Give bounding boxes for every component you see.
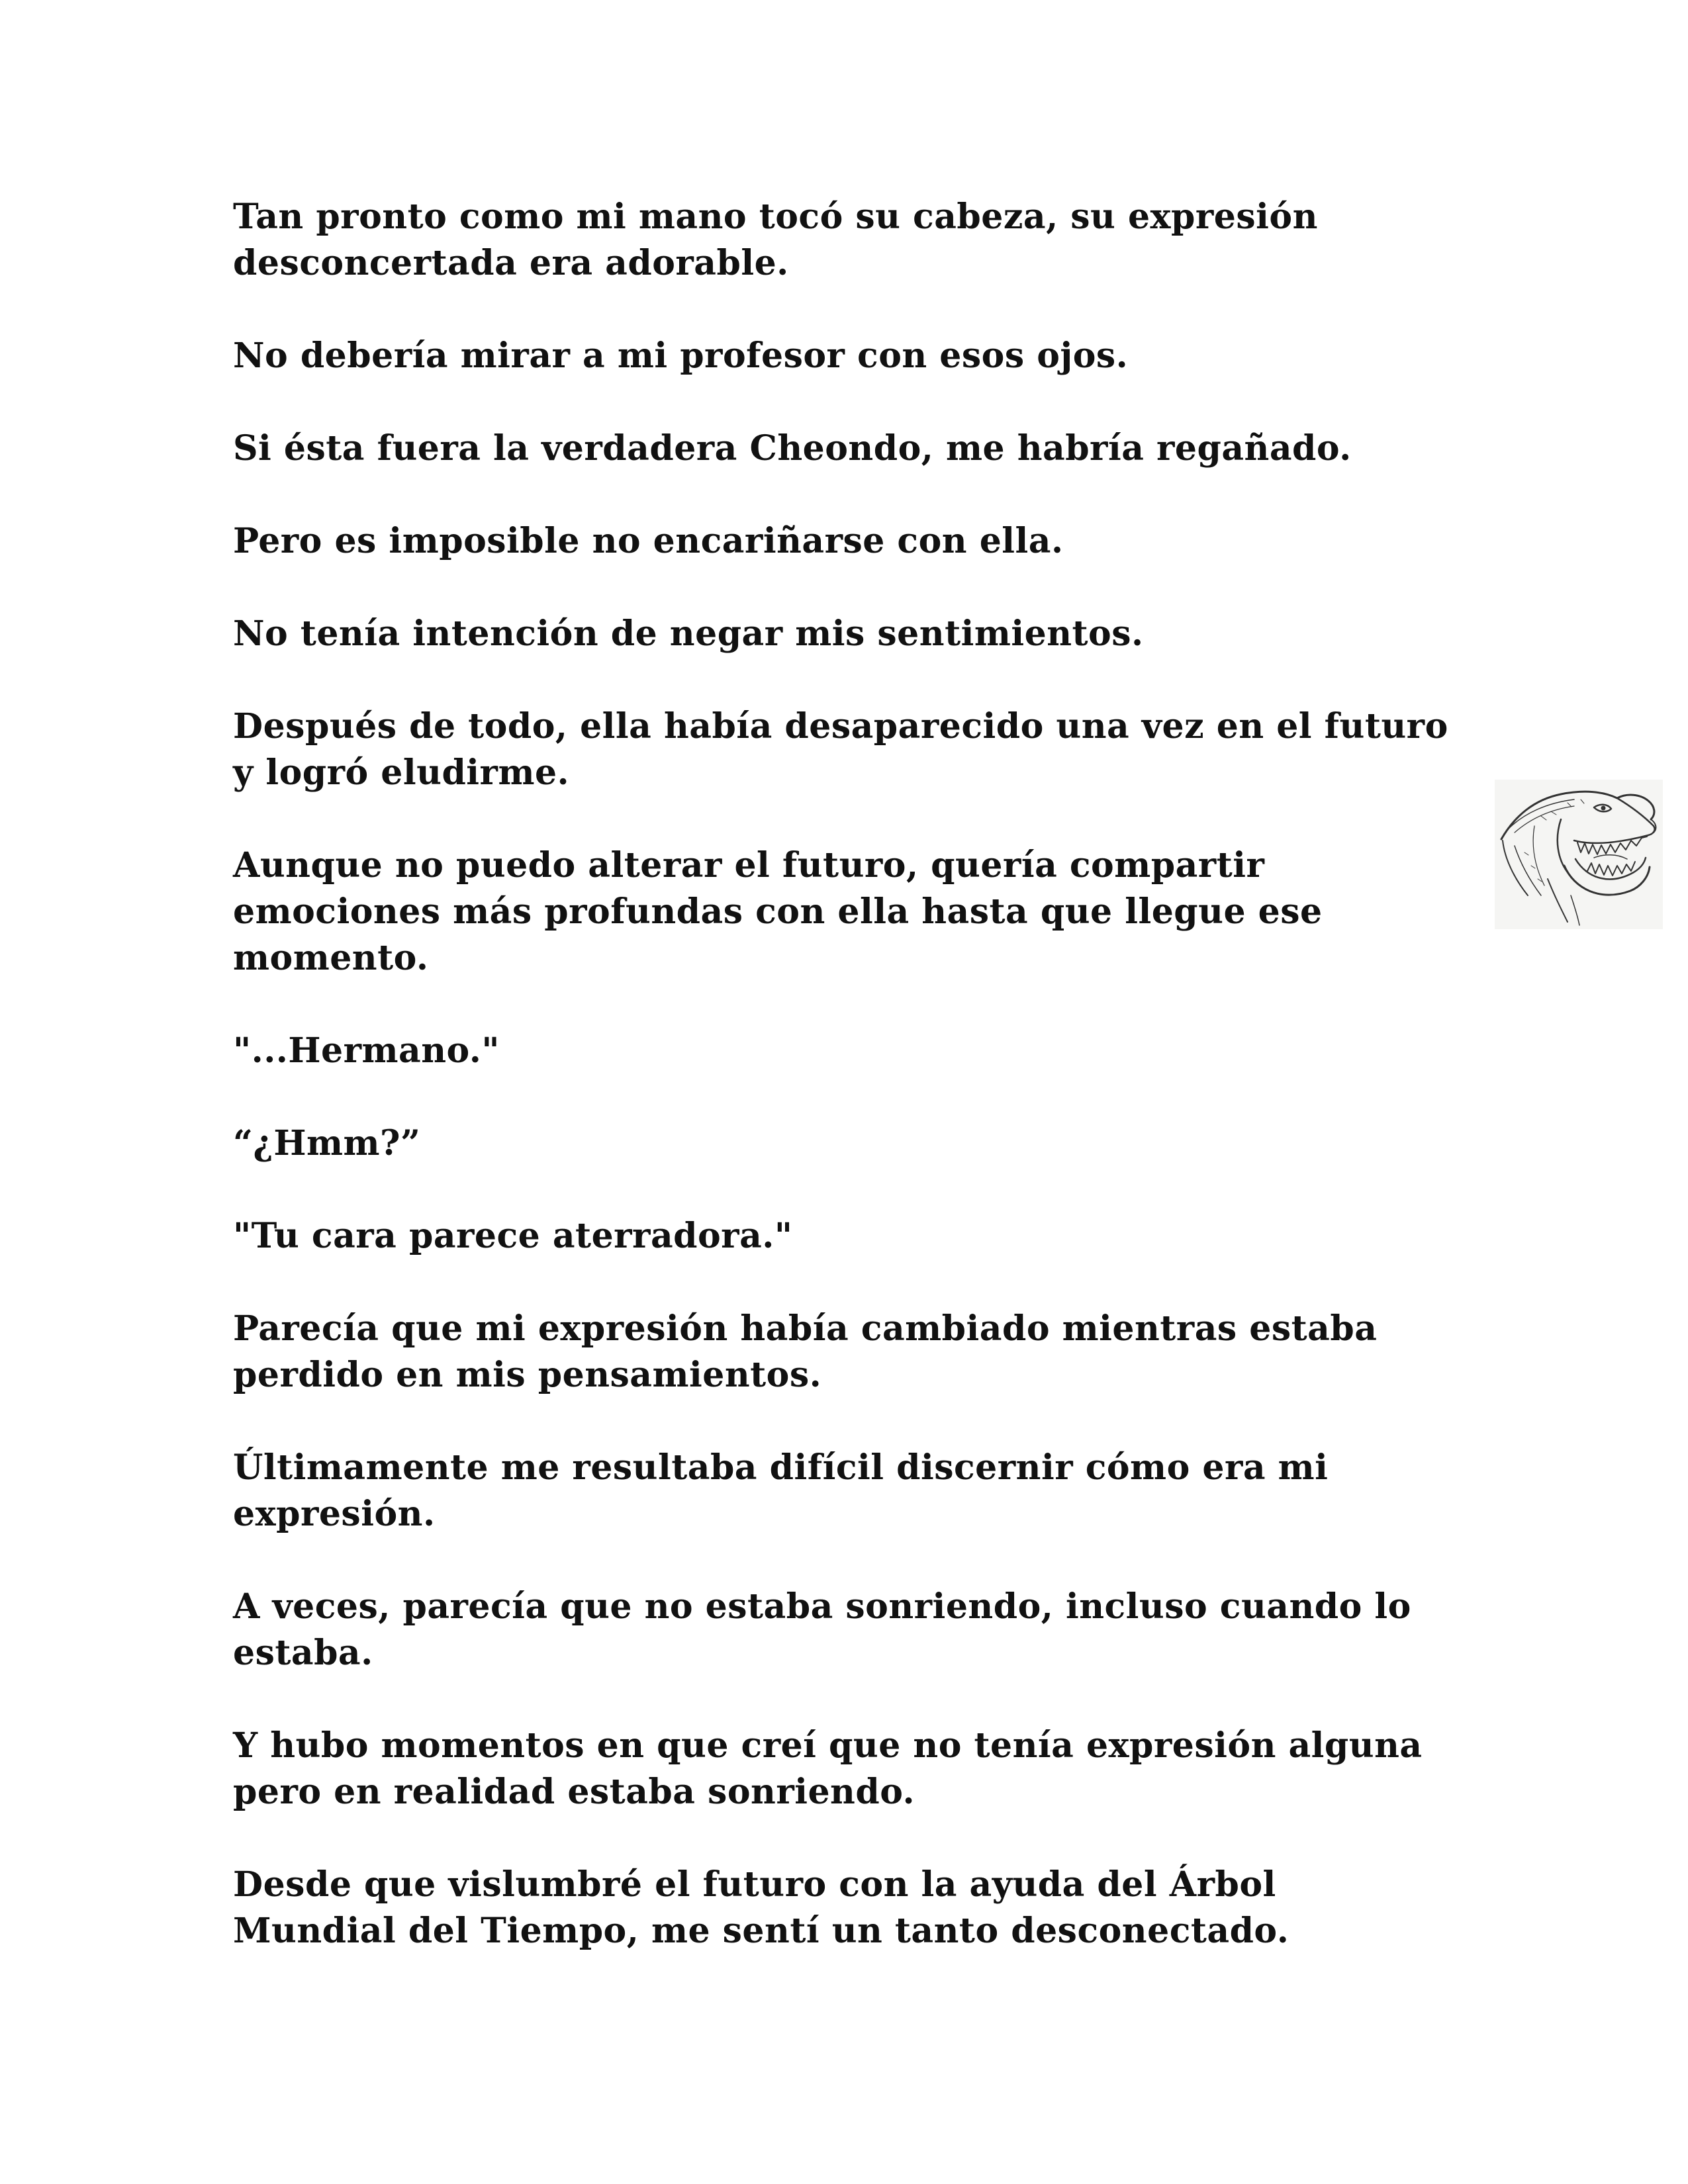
paragraph: Pero es imposible no encariñarse con ella. [233,521,1064,561]
paragraph: Desde que vislumbré el futuro con la ayuda del Árbol Mundial del Tiempo, me sentí un tanto desconectado. [233,1864,1289,1951]
paragraph: Últimamente me resultaba difícil discernir cómo era mi expresión. [233,1447,1329,1534]
dialogue-line: "Tu cara parece aterradora." [233,1216,793,1256]
paragraph: Si ésta fuera la verdadera Cheondo, me habría regañado. [233,428,1352,469]
paragraph: Aunque no puedo alterar el futuro, quería compartir emociones más profundas con ella hasta que llegue ese momento. [233,845,1323,978]
paragraph: Y hubo momentos en que creí que no tenía expresión alguna pero en realidad estaba sonriendo. [233,1725,1423,1812]
paragraph: No debería mirar a mi profesor con esos ojos. [233,336,1129,376]
paragraph: Después de todo, ella había desaparecido una vez en el futuro y logró eludirme. [233,706,1448,793]
paragraph: Tan pronto como mi mano tocó su cabeza, su expresión desconcertada era adorable. [233,197,1318,283]
paragraph: Parecía que mi expresión había cambiado mientras estaba perdido en mis pensamientos. [233,1308,1378,1395]
dinosaur-head-icon [1495,780,1663,929]
paragraph: A veces, parecía que no estaba sonriendo, incluso cuando lo estaba. [233,1586,1411,1673]
dialogue-line: "...Hermano." [233,1030,500,1071]
paragraph: No tenía intención de negar mis sentimientos. [233,614,1144,654]
dialogue-line: “¿Hmm?” [233,1123,421,1163]
text-body [233,194,1491,1954]
